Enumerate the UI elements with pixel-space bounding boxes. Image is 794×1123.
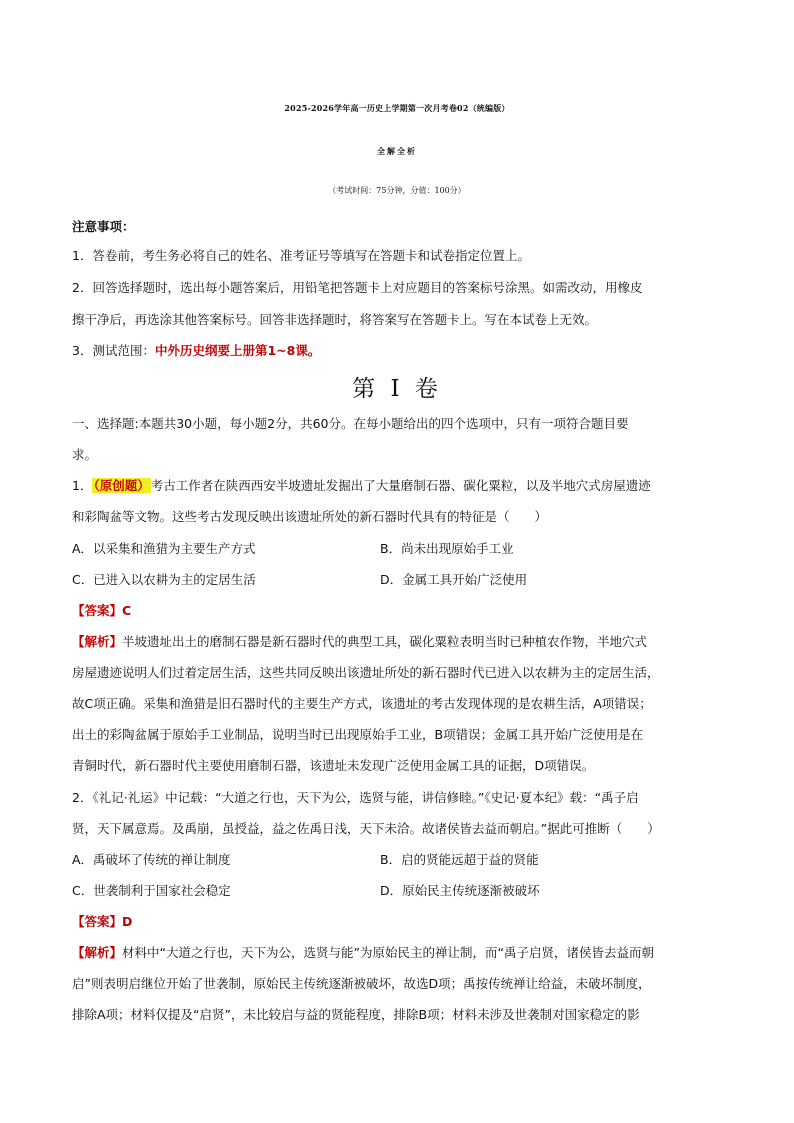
q2-analysis-line-1: [72, 944, 732, 962]
q1-analysis-line-4: 出土的彩陶盆属于原始手工业制品，说明当时已出现原始手工业，B项错误；金属工具开始广泛使用是在: [72, 727, 644, 742]
q2-option-b: B．启的贤能远超于益的贤能: [380, 852, 539, 867]
section-instructions-line-1: 一、选择题:本题共30小题，每小题2分，共60分。在每小题给出的四个选项中，只有一项符合题目要: [72, 416, 629, 431]
q2-option-d: D．原始民主传统逐渐被破坏: [380, 883, 540, 898]
q1-number: 1．: [72, 478, 93, 493]
q1-stem-line-1: [72, 477, 732, 495]
q2-analysis-line-2: 启”则表明启继位开始了世袭制，原始民主传统逐渐被破坏，故选D项；禹按传统禅让给益，未破坏制度，: [72, 976, 651, 991]
q2-answer-label: 【答案】: [72, 914, 123, 929]
q2-option-a: A．禹破坏了传统的禅让制度: [72, 852, 231, 867]
original-question-badge: （原创题）: [93, 478, 150, 493]
q2-stem-line-2: 贤，天下属意焉。及禹崩，虽授益，益之佐禹日浅，天下未洽。故诸侯皆去益而朝启。”据此可推断（ ）: [72, 821, 660, 836]
q1-option-b: B．尚未出现原始手工业: [380, 541, 514, 556]
q2-stem-line-1: 2．《礼记·礼运》中记载：“大道之行也，天下为公，选贤与能，讲信修睦。”《史记·夏本纪》载：“禹子启: [72, 790, 639, 805]
q1-analysis-line-2: 房屋遗迹说明人们过着定居生活，这些共同反映出该遗址所处的新石器时代已进入以农耕为主的定居生活，: [72, 665, 660, 680]
q1-answer-label: 【答案】: [72, 603, 123, 618]
note-3: [72, 342, 732, 360]
q1-stem-line-2: 和彩陶盆等文物。这些考古发现反映出该遗址所处的新石器时代具有的特征是（ ）: [72, 509, 548, 524]
q1-stem-text: 考古工作者在陕西西安半坡遗址发掘出了大量磨制石器、碳化粟粒，以及半地穴式房屋遗迹: [150, 478, 651, 493]
q1-analysis-line-5: 青铜时代，新石器时代主要使用磨制石器，该遗址未发现广泛使用金属工具的证据，D项错误。: [72, 758, 595, 773]
q1-analysis-line-1: [72, 633, 732, 651]
q1-analysis-label: 【解析】: [72, 634, 123, 649]
q1-answer: [72, 602, 732, 620]
q2-answer-value: D: [122, 914, 133, 929]
q1-analysis-line-3: 故C项正确。采集和渔猎是旧石器时代的主要生产方式，该遗址的考古发现体现的是农耕生活，A项错误；: [72, 696, 652, 711]
q2-analysis-label: 【解析】: [72, 945, 123, 960]
q2-analysis-line-3: 排除A项；材料仅提及“启贤”，未比较启与益的贤能程度，排除B项；材料未涉及世袭制对国家稳定的影: [72, 1007, 640, 1022]
exam-info: （考试时间：75分钟，分值：100分）: [328, 186, 466, 195]
document-subtitle: 全解全析: [377, 146, 417, 156]
q2-option-c: C．世袭制利于国家社会稳定: [72, 883, 231, 898]
section-instructions-line-2: 求。: [72, 447, 98, 462]
q2-analysis-text: 材料中“大道之行也，天下为公，选贤与能”为原始民主的禅让制，而“禹子启贤，诸侯皆去益而朝: [122, 945, 654, 960]
q1-option-c: C．已进入以农耕为主的定居生活: [72, 572, 256, 587]
note-1: 1．答卷前，考生务必将自己的姓名、准考证号等填写在答题卡和试卷指定位置上。: [72, 248, 530, 263]
note-3-prefix: 3．测试范围：: [72, 343, 155, 358]
note-2-line-1: 2．回答选择题时，选出每小题答案后，用铅笔把答题卡上对应题目的答案标号涂黑。如需改动，用橡皮: [72, 280, 643, 295]
note-2-line-2: 擦干净后，再选涂其他答案标号。回答非选择题时，将答案写在答题卡上。写在本试卷上无效。: [72, 312, 598, 327]
test-scope: 中外历史纲要上册第1~8课。: [154, 343, 321, 358]
q1-option-a: A．以采集和渔猎为主要生产方式: [72, 541, 256, 556]
q1-analysis-text: 半坡遗址出土的磨制石器是新石器时代的典型工具，碳化粟粒表明当时已种植农作物，半地穴式: [122, 634, 648, 649]
volume-heading: 第 I 卷: [352, 376, 442, 402]
q1-option-d: D．金属工具开始广泛使用: [380, 572, 528, 587]
document-title: 2025-2026学年高一历史上学期第一次月考卷02（统编版）: [284, 103, 510, 113]
notes-heading: 注意事项：: [72, 219, 135, 234]
q2-answer: [72, 913, 732, 931]
q1-answer-value: C: [122, 603, 132, 618]
